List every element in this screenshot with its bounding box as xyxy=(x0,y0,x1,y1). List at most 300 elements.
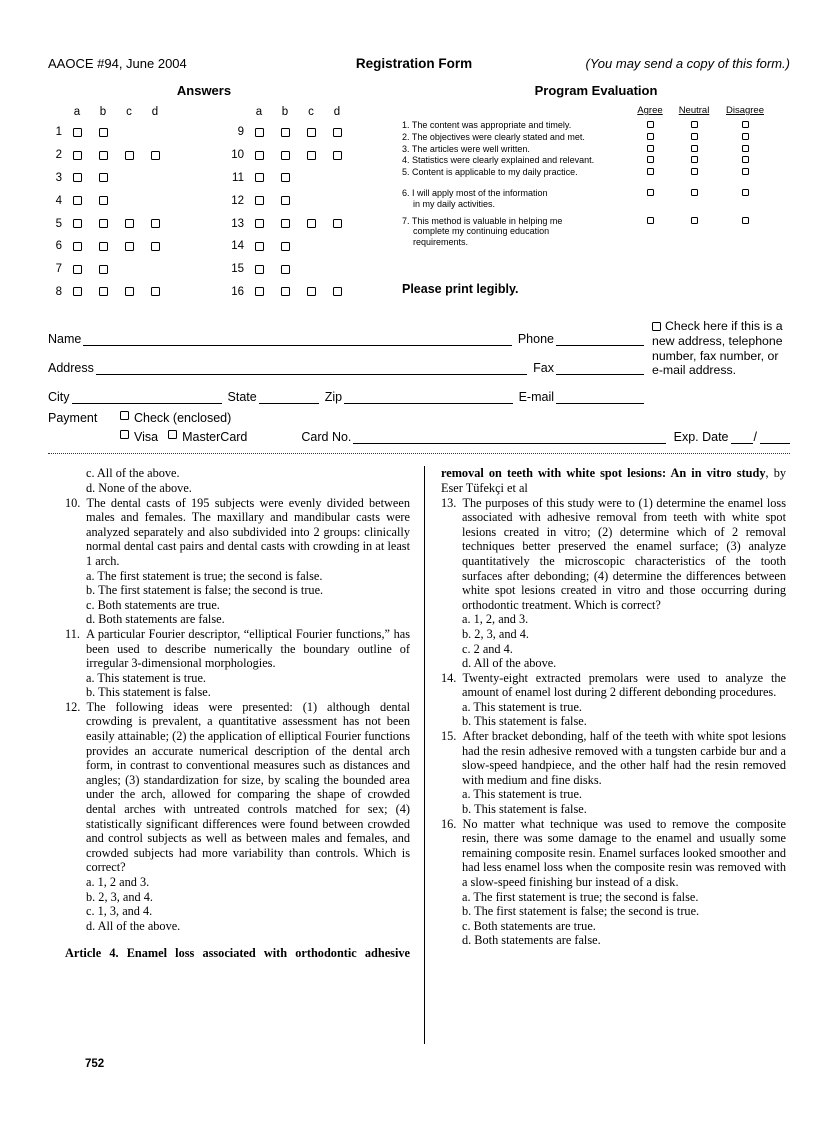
answer-cell xyxy=(324,287,350,296)
answer-cell xyxy=(298,287,324,296)
evaluation-checkbox[interactable] xyxy=(742,121,749,128)
answer-checkbox[interactable] xyxy=(151,151,160,160)
evaluation-cell xyxy=(718,188,772,210)
name-input-line[interactable] xyxy=(83,332,512,346)
quiz-option: b. 2, 3, and 4. xyxy=(462,626,529,641)
evaluation-checkbox[interactable] xyxy=(742,217,749,224)
evaluation-cell xyxy=(630,132,670,143)
zip-label: Zip xyxy=(324,390,343,405)
spacer xyxy=(402,105,630,116)
exp-month-input-line[interactable] xyxy=(731,430,753,444)
quiz-option: a. This statement is true. xyxy=(462,699,582,714)
phone-input-line[interactable] xyxy=(556,332,644,346)
answer-cell xyxy=(64,196,90,205)
evaluation-line: 7. This method is valuable in helping me xyxy=(402,215,563,226)
answer-question-number: 3 xyxy=(55,171,62,184)
quiz-option: b. 2, 3, and 4. xyxy=(86,889,153,904)
quiz-option: c. Both statements are true. xyxy=(462,918,596,933)
evaluation-checkbox[interactable] xyxy=(691,168,698,175)
quiz-option: b. This statement is false. xyxy=(462,714,587,729)
evaluation-item xyxy=(402,132,790,143)
evaluation-line: 5. Content is applicable to my daily practice. xyxy=(402,167,578,178)
card-no-input-line[interactable] xyxy=(353,430,665,444)
evaluation-item-text xyxy=(402,120,630,131)
top-section xyxy=(48,83,790,303)
answer-cell xyxy=(324,128,350,137)
answer-checkbox[interactable] xyxy=(333,287,342,296)
evaluation-item xyxy=(402,167,790,178)
evaluation-checkbox[interactable] xyxy=(647,156,654,163)
answer-header-row xyxy=(230,103,350,121)
answer-question-number: 9 xyxy=(237,126,244,139)
quiz-question-text: 14. Twenty-eight extracted premolars were used to analyze the amount of enamel lost during 2 different debonding procedures. xyxy=(441,670,786,700)
evaluation-items xyxy=(402,120,790,248)
quiz-option: a. This statement is true. xyxy=(86,670,206,685)
answer-cell xyxy=(272,128,298,137)
zip-input-line[interactable] xyxy=(344,390,512,404)
page-number: 752 xyxy=(85,1058,105,1071)
answers-grid-1-8 xyxy=(48,103,168,303)
answer-question-number: 1 xyxy=(55,126,62,139)
evaluation-checkbox[interactable] xyxy=(742,189,749,196)
evaluation-checkbox[interactable] xyxy=(647,133,654,140)
evaluation-line: 6. I will apply most of the information xyxy=(402,187,548,198)
quiz-option: b. This statement is false. xyxy=(462,802,587,817)
evaluation-checkbox[interactable] xyxy=(647,217,654,224)
answer-column-header: a xyxy=(73,106,81,118)
answer-checkbox[interactable] xyxy=(99,151,108,160)
visa-checkbox[interactable] xyxy=(120,430,129,439)
neutral-column-header: Neutral xyxy=(678,105,710,116)
answer-checkbox[interactable] xyxy=(125,242,134,251)
answer-checkbox[interactable] xyxy=(125,287,134,296)
article-heading xyxy=(65,946,410,961)
quiz-option: a. 1, 2 and 3. xyxy=(86,875,150,889)
evaluation-checkbox[interactable] xyxy=(742,156,749,163)
evaluation-checkbox[interactable] xyxy=(647,189,654,196)
answer-cell xyxy=(64,242,90,251)
answer-cell xyxy=(272,287,298,296)
state-input-line[interactable] xyxy=(259,390,319,404)
evaluation-cell xyxy=(718,167,772,178)
address-label: Address xyxy=(48,361,94,376)
answer-cell xyxy=(272,265,298,274)
quiz-question-text: 16. No matter what technique was used to remove the composite resin, there was some damage to the enamel and usually some remaining composite resin. Enamel surfaces looked smoother and had less enamel loss when the composite resin was removed with a slow-speed finishing bur instead of a disk. xyxy=(441,816,786,889)
evaluation-line: 1. The content was appropriate and timely. xyxy=(402,120,572,130)
name-label: Name xyxy=(48,332,82,347)
answer-checkbox[interactable] xyxy=(333,219,342,228)
evaluation-cell xyxy=(718,216,772,248)
answer-cell xyxy=(90,287,116,296)
answer-checkbox[interactable] xyxy=(255,151,264,160)
answer-question-number: 2 xyxy=(55,149,62,162)
evaluation-item xyxy=(402,155,790,166)
answer-column-header: b xyxy=(281,106,289,118)
quiz-section xyxy=(48,466,790,1044)
answer-row xyxy=(48,258,168,281)
evaluation-checkbox[interactable] xyxy=(647,145,654,152)
quiz-option: d. All of the above. xyxy=(86,918,181,933)
evaluation-section xyxy=(402,83,790,303)
answer-cell xyxy=(246,265,272,274)
answer-cell xyxy=(246,287,272,296)
answer-cell xyxy=(64,219,90,228)
answer-column-header: d xyxy=(333,106,341,118)
address-input-line[interactable] xyxy=(96,361,527,375)
answer-checkbox[interactable] xyxy=(255,242,264,251)
quiz-question-text: 10. The dental casts of 195 subjects were evenly divided between males and females. The maxillary and mandibular casts were analyzed separately and also subdivided into 2 groups: clinically normal dental cast pairs and dental casts with crowding in at least 1 arch. xyxy=(65,495,410,568)
evaluation-item xyxy=(402,120,790,131)
evaluation-cell xyxy=(630,216,670,248)
payment-row-2 xyxy=(48,425,790,444)
answer-checkbox[interactable] xyxy=(151,242,160,251)
answer-question-number: 12 xyxy=(231,194,244,207)
evaluation-cell xyxy=(718,155,772,166)
dotted-divider xyxy=(48,453,790,454)
fax-label: Fax xyxy=(533,361,554,376)
issue-label: AAOCE #94, June 2004 xyxy=(48,56,187,71)
evaluation-checkbox[interactable] xyxy=(691,156,698,163)
answer-cell xyxy=(246,196,272,205)
answer-row xyxy=(230,235,350,258)
answer-question-number: 16 xyxy=(231,285,244,298)
payment-label: Payment xyxy=(48,411,98,426)
answer-cell xyxy=(116,219,142,228)
evaluation-item-text xyxy=(402,167,630,178)
mastercard-label: MasterCard xyxy=(182,430,248,445)
quiz-right-column xyxy=(425,466,790,1044)
evaluation-cell xyxy=(630,155,670,166)
answer-row xyxy=(48,167,168,190)
answer-checkbox[interactable] xyxy=(281,196,290,205)
exp-date-separator: / xyxy=(753,430,757,445)
answer-question-number: 6 xyxy=(55,240,62,253)
new-address-note-text: Check here if this is a new address, telephone number, fax number, or e-mail address. xyxy=(652,319,783,378)
evaluation-checkbox[interactable] xyxy=(742,133,749,140)
payment-row-1 xyxy=(48,406,790,425)
city-label: City xyxy=(48,390,70,405)
evaluation-cell xyxy=(630,120,670,131)
evaluation-line: 2. The objectives were clearly stated and met. xyxy=(402,131,585,142)
answer-checkbox[interactable] xyxy=(281,219,290,228)
evaluation-line: in my daily activities. xyxy=(413,198,496,209)
quiz-option: d. Both statements are false. xyxy=(462,933,601,948)
quiz-option: c. Both statements are true. xyxy=(86,597,220,612)
evaluation-cell xyxy=(670,132,718,143)
answer-row xyxy=(48,235,168,258)
evaluation-item xyxy=(402,188,790,210)
print-legibly-note: Please print legibly. xyxy=(402,281,519,296)
answer-row xyxy=(230,144,350,167)
evaluation-checkbox[interactable] xyxy=(691,145,698,152)
answer-row xyxy=(48,121,168,144)
answer-cell xyxy=(246,219,272,228)
answer-cell xyxy=(90,128,116,137)
answer-checkbox[interactable] xyxy=(99,128,108,137)
answer-checkbox[interactable] xyxy=(99,287,108,296)
answer-checkbox[interactable] xyxy=(307,151,316,160)
answer-checkbox[interactable] xyxy=(73,242,82,251)
answer-checkbox[interactable] xyxy=(99,196,108,205)
answer-checkbox[interactable] xyxy=(73,173,82,182)
visa-label: Visa xyxy=(134,430,159,445)
quiz-option: a. The first statement is true; the second is false. xyxy=(462,889,699,904)
evaluation-line: requirements. xyxy=(413,237,469,248)
answer-checkbox[interactable] xyxy=(307,219,316,228)
evaluation-item xyxy=(402,144,790,155)
answer-checkbox[interactable] xyxy=(73,151,82,160)
evaluation-checkbox[interactable] xyxy=(742,168,749,175)
answer-checkbox[interactable] xyxy=(99,265,108,274)
answer-cell xyxy=(64,265,90,274)
evaluation-cell xyxy=(670,155,718,166)
fax-input-line[interactable] xyxy=(556,361,644,375)
answer-checkbox[interactable] xyxy=(255,219,264,228)
answer-checkbox[interactable] xyxy=(99,219,108,228)
page-title: Registration Form xyxy=(355,56,473,71)
card-no-label: Card No. xyxy=(301,430,352,445)
answer-row xyxy=(230,121,350,144)
new-address-note xyxy=(652,317,790,404)
answer-cell xyxy=(272,196,298,205)
answer-checkbox[interactable] xyxy=(73,287,82,296)
evaluation-item xyxy=(402,216,790,248)
payment-section xyxy=(48,406,790,444)
answers-grids xyxy=(48,103,378,303)
evaluation-cell xyxy=(670,120,718,131)
evaluation-title: Program Evaluation xyxy=(534,83,658,98)
answer-checkbox[interactable] xyxy=(125,151,134,160)
evaluation-item-text xyxy=(402,188,630,210)
quiz-option: b. This statement is false. xyxy=(86,685,211,700)
answer-row xyxy=(230,167,350,190)
answer-row xyxy=(230,189,350,212)
contact-section xyxy=(48,317,790,404)
evaluation-cell xyxy=(670,167,718,178)
disagree-column-header: Disagree xyxy=(725,105,765,116)
answer-checkbox[interactable] xyxy=(255,128,264,137)
answer-question-number: 11 xyxy=(232,171,244,184)
answer-checkbox[interactable] xyxy=(255,196,264,205)
answer-column-header: c xyxy=(126,106,132,118)
answer-column-header: d xyxy=(151,106,159,118)
answer-cell xyxy=(246,242,272,251)
exp-year-input-line[interactable] xyxy=(760,430,790,444)
answer-cell xyxy=(64,128,90,137)
answer-cell xyxy=(64,151,90,160)
evaluation-checkbox[interactable] xyxy=(647,168,654,175)
article-heading-bold: Article 4. Enamel loss associated with orthodontic adhesive xyxy=(65,946,410,961)
evaluation-cell xyxy=(670,144,718,155)
quiz-option: b. The first statement is false; the second is true. xyxy=(462,904,700,919)
answer-checkbox[interactable] xyxy=(281,151,290,160)
answer-cell xyxy=(272,242,298,251)
agree-column-header: Agree xyxy=(637,105,663,116)
evaluation-cell xyxy=(630,167,670,178)
answer-cell xyxy=(116,242,142,251)
answer-cell xyxy=(90,265,116,274)
answer-cell xyxy=(142,219,168,228)
answer-question-number: 7 xyxy=(55,263,62,276)
quiz-question-text: 12. The following ideas were presented: (1) although dental crowding is prevalent, a quantitative assessment has not been easily attainable; (2) the application of elliptical Fourier functions provides an accurate numerical description of the dental arch form, in contrast to conventional measures such as distances and angles; (3) standardization for size, by scaling the bounded area under the arch, allowed for comparing the shape of crowded dental arches with untreated controls matched for sex; (4) statistically significant differences were found between crowded and control subjects as well as between males and females, and crowded subjects had more variability than controls. Which is correct? xyxy=(65,699,410,875)
evaluation-item-text xyxy=(402,132,630,143)
answer-checkbox[interactable] xyxy=(73,128,82,137)
page-header xyxy=(48,56,790,71)
evaluation-checkbox[interactable] xyxy=(691,189,698,196)
evaluation-item-text xyxy=(402,144,630,155)
answer-question-number: 5 xyxy=(55,217,62,230)
answers-grid-9-16 xyxy=(230,103,350,303)
evaluation-cell xyxy=(718,144,772,155)
answers-section xyxy=(48,83,378,303)
answer-cell xyxy=(298,219,324,228)
state-label: State xyxy=(227,390,257,405)
answer-checkbox[interactable] xyxy=(99,173,108,182)
answer-question-number: 10 xyxy=(231,149,244,162)
answers-title: Answers xyxy=(176,83,232,98)
quiz-option: c. All of the above. xyxy=(86,466,180,481)
check-enclosed-checkbox[interactable] xyxy=(120,411,129,420)
answer-row xyxy=(48,144,168,167)
quiz-option: d. None of the above. xyxy=(86,480,192,495)
quiz-left-column xyxy=(48,466,424,1044)
answer-checkbox[interactable] xyxy=(281,173,290,182)
evaluation-cell xyxy=(670,188,718,210)
quiz-option: a. 1, 2, and 3. xyxy=(462,612,529,627)
quiz-option: b. The first statement is false; the second is true. xyxy=(86,583,324,598)
evaluation-item-text xyxy=(402,216,630,248)
answer-row xyxy=(48,189,168,212)
answer-checkbox[interactable] xyxy=(99,242,108,251)
evaluation-header-row xyxy=(402,105,790,116)
article-heading-bold: removal on teeth with white spot lesions: An in vitro study xyxy=(441,466,766,481)
answer-checkbox[interactable] xyxy=(151,219,160,228)
answer-row xyxy=(48,212,168,235)
mastercard-checkbox[interactable] xyxy=(168,430,177,439)
quiz-option: a. This statement is true. xyxy=(462,787,582,802)
answer-column-header: c xyxy=(308,106,314,118)
city-input-line[interactable] xyxy=(72,390,222,404)
answer-cell xyxy=(90,219,116,228)
quiz-question-text: 15. After bracket debonding, half of the teeth with white spot lesions had the resin adhesive removed with a tungsten carbide bur and a slow-speed handpiece, and the other half had the resin removed with medium and fine disks. xyxy=(441,729,786,787)
answer-cell xyxy=(272,151,298,160)
answer-checkbox[interactable] xyxy=(125,219,134,228)
evaluation-item-text xyxy=(402,155,630,166)
answer-cell xyxy=(64,287,90,296)
quiz-option: d. All of the above. xyxy=(462,656,557,671)
answer-cell xyxy=(324,219,350,228)
answer-cell xyxy=(298,151,324,160)
new-address-checkbox[interactable] xyxy=(652,322,661,331)
answer-checkbox[interactable] xyxy=(73,219,82,228)
email-label: E-mail xyxy=(518,390,554,405)
answer-cell xyxy=(246,173,272,182)
evaluation-checkbox[interactable] xyxy=(691,217,698,224)
answer-checkbox[interactable] xyxy=(281,128,290,137)
answer-cell xyxy=(142,242,168,251)
evaluation-cell xyxy=(630,188,670,210)
answer-checkbox[interactable] xyxy=(333,151,342,160)
answer-checkbox[interactable] xyxy=(255,173,264,182)
phone-label: Phone xyxy=(517,332,554,347)
answer-column-header: a xyxy=(255,106,263,118)
answer-cell xyxy=(90,196,116,205)
answer-cell xyxy=(90,242,116,251)
answer-question-number: 8 xyxy=(55,285,62,298)
answer-checkbox[interactable] xyxy=(281,287,290,296)
quiz-option: c. 2 and 4. xyxy=(462,641,513,656)
answer-row xyxy=(48,281,168,304)
answer-checkbox[interactable] xyxy=(281,265,290,274)
answer-cell xyxy=(272,173,298,182)
answer-checkbox[interactable] xyxy=(307,128,316,137)
answer-question-number: 13 xyxy=(231,217,244,230)
quiz-option: a. The first statement is true; the second is false. xyxy=(86,568,323,583)
answer-cell xyxy=(142,151,168,160)
answer-checkbox[interactable] xyxy=(73,265,82,274)
answer-cell xyxy=(64,173,90,182)
quiz-question-text: 13. The purposes of this study were to (1) determine the enamel loss associated with adhesive removal from teeth with white spot lesions created in vitro; (2) determine which of 2 removal techniques better preserved the enamel surface; (3) analyze quantitatively the microscopic characteristics of the tooth surfaces after debonding; (4) determine the differences between white spot lesions created in vitro and those occurring during orthodontic treatment. Which is correct? xyxy=(441,495,786,612)
evaluation-checkbox[interactable] xyxy=(647,121,654,128)
article-heading xyxy=(441,466,786,495)
answer-checkbox[interactable] xyxy=(307,287,316,296)
address-row xyxy=(48,346,644,375)
evaluation-cell xyxy=(718,132,772,143)
evaluation-cell xyxy=(630,144,670,155)
answer-cell xyxy=(90,151,116,160)
quiz-question-text: 11. A particular Fourier descriptor, “elliptical Fourier functions,” has been used to describe numerically the boundary outline of irregular 3-dimensional morphologies. xyxy=(65,626,410,671)
answer-cell xyxy=(90,173,116,182)
answer-question-number: 14 xyxy=(231,240,244,253)
answer-row xyxy=(230,258,350,281)
name-row xyxy=(48,317,644,346)
answer-column-header: b xyxy=(99,106,107,118)
answer-checkbox[interactable] xyxy=(255,265,264,274)
evaluation-checkbox[interactable] xyxy=(742,145,749,152)
evaluation-checkbox[interactable] xyxy=(691,133,698,140)
copy-permission-note: (You may send a copy of this form.) xyxy=(585,56,790,71)
answer-cell xyxy=(116,287,142,296)
answer-cell xyxy=(142,287,168,296)
city-state-zip-row xyxy=(48,375,644,404)
answer-checkbox[interactable] xyxy=(151,287,160,296)
quiz-option: d. Both statements are false. xyxy=(86,612,225,627)
answer-checkbox[interactable] xyxy=(281,242,290,251)
answer-cell xyxy=(116,151,142,160)
answer-checkbox[interactable] xyxy=(73,196,82,205)
check-enclosed-label: Check (enclosed) xyxy=(134,411,232,426)
answer-checkbox[interactable] xyxy=(255,287,264,296)
answer-cell xyxy=(298,128,324,137)
evaluation-line: complete my continuing education xyxy=(413,226,550,237)
evaluation-checkbox[interactable] xyxy=(691,121,698,128)
exp-date-label: Exp. Date xyxy=(673,430,729,445)
evaluation-cell xyxy=(718,120,772,131)
answer-cell xyxy=(246,128,272,137)
page-footer xyxy=(48,1058,790,1070)
contact-fields xyxy=(48,317,644,404)
answer-question-number: 4 xyxy=(55,194,62,207)
answer-checkbox[interactable] xyxy=(333,128,342,137)
answer-header-row xyxy=(48,103,168,121)
evaluation-line: 3. The articles were well written. xyxy=(402,143,530,154)
quiz-option: c. 1, 3, and 4. xyxy=(86,904,153,919)
evaluation-cell xyxy=(670,216,718,248)
answer-cell xyxy=(272,219,298,228)
email-input-line[interactable] xyxy=(556,390,644,404)
answer-cell xyxy=(246,151,272,160)
article-heading-byline: , by Eser Tüfekçi et al xyxy=(441,466,786,495)
